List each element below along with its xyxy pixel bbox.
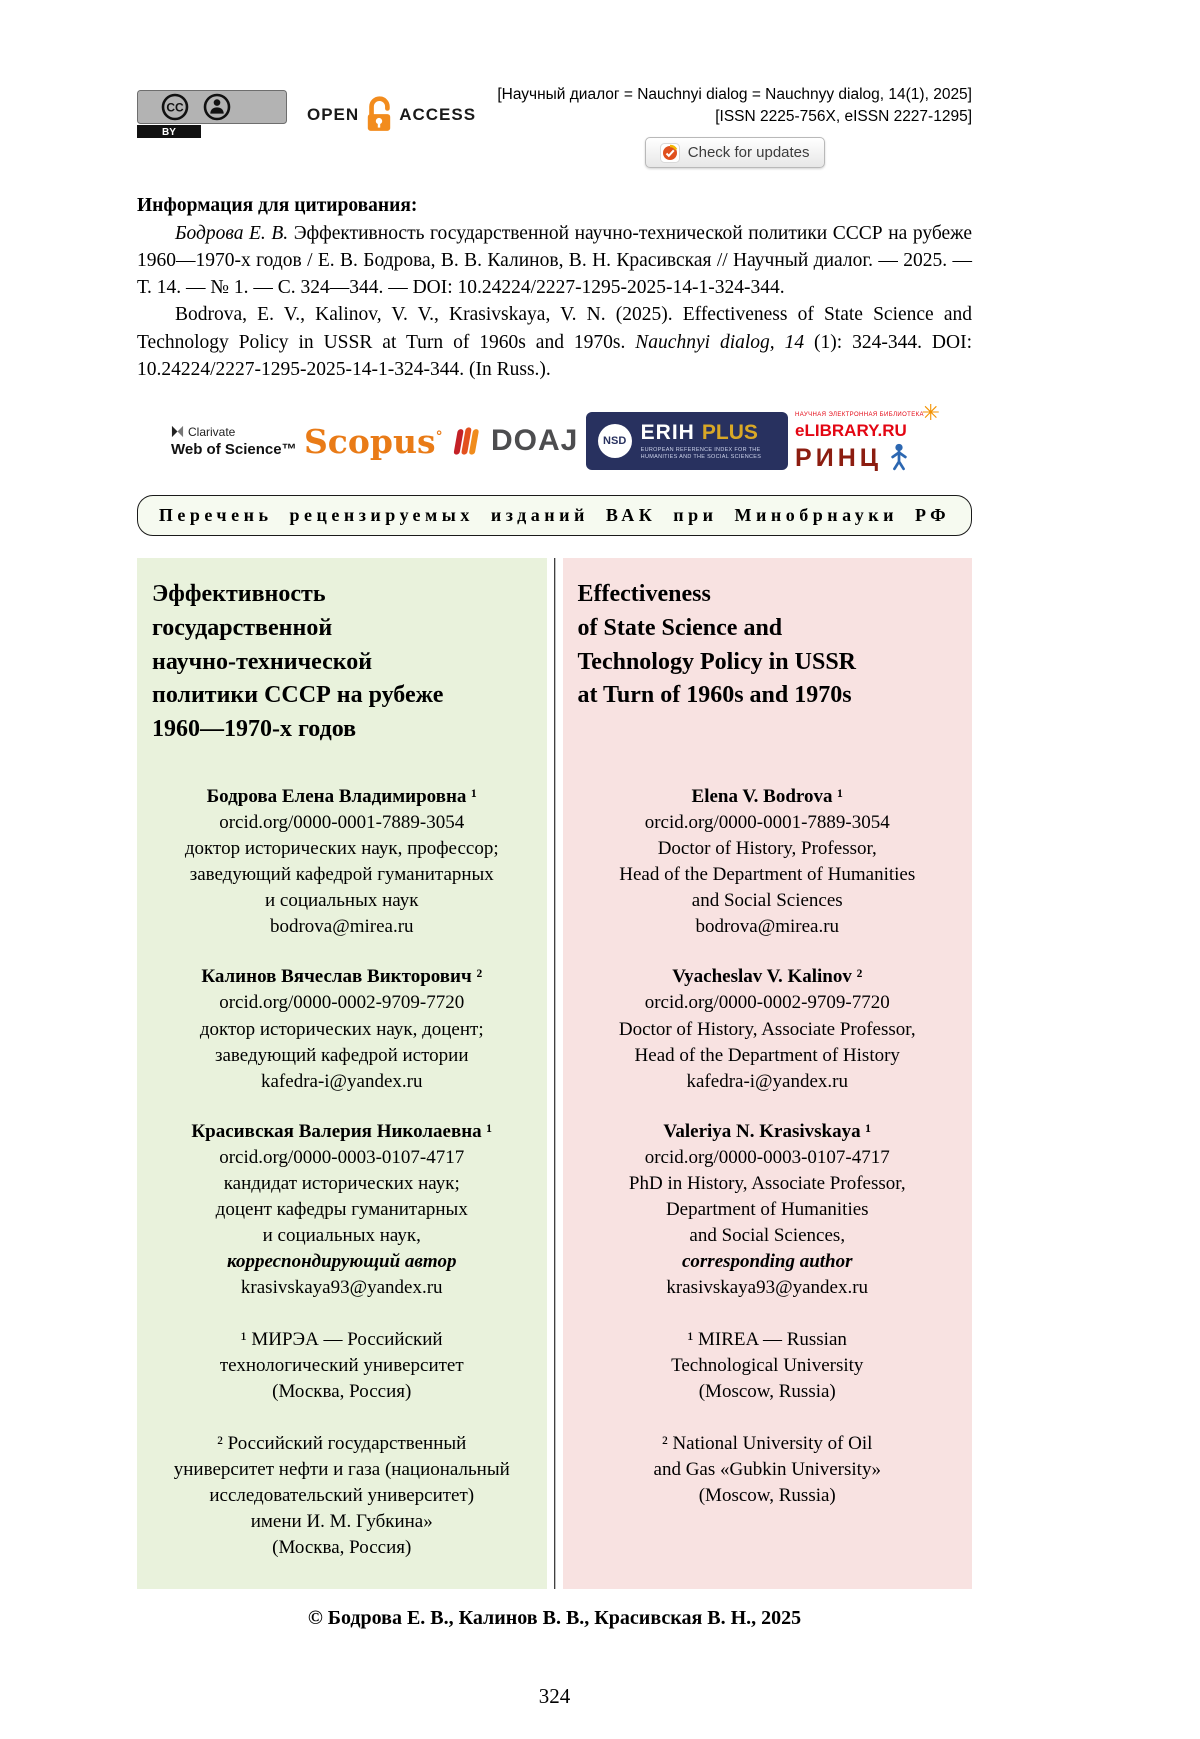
article-title-ru: Эффективность государственной научно-технической политики СССР на рубеже 1960—1970-х годов <box>152 581 444 742</box>
clarivate-icon <box>171 425 184 438</box>
author-name: Valeriya N. Krasivskaya ¹ <box>663 1120 872 1142</box>
web-of-science-label: Web of Science™ <box>171 440 297 458</box>
affiliation-en-2: ² National University of Oil and Gas «Gubkin University» (Moscow, Russia) <box>653 1432 881 1506</box>
author-name: Калинов Вячеслав Викторович ² <box>201 966 483 988</box>
page-number: 324 <box>538 1683 571 1708</box>
license-badges <box>137 84 476 138</box>
author-name: Elena V. Bodrova ¹ <box>691 786 843 808</box>
author-block-ru-3 <box>152 1119 532 1301</box>
author-block-en-2 <box>578 964 958 1094</box>
check-for-updates-button[interactable] <box>645 137 825 168</box>
clarivate-label: Clarivate <box>188 424 236 439</box>
author-block-en-1 <box>578 784 958 940</box>
check-updates-row <box>497 137 972 168</box>
citation-en-text-2: (1): 324-344. DOI: 10.24224/2227-1295-2025-14-1-324-344. (In Russ.). <box>137 331 972 381</box>
author-block-en-3 <box>578 1119 958 1301</box>
copyright-line: © Бодрова Е. В., Калинов В. В., Красивская В. Н., 2025 <box>307 1606 802 1629</box>
corresponding-author-note: корреспондирующий автор <box>227 1250 457 1272</box>
citation-en-text-1: Bodrova, E. V., Kalinov, V. V., Krasivskaya, V. N. (2025). Effectiveness of State Science and Technology Policy in USSR at Turn of 1960s and 1970s. <box>137 304 972 353</box>
open-word: OPEN <box>307 105 360 124</box>
crossmark-icon <box>660 143 680 163</box>
author-degrees: кандидат исторических наук; доцент кафедры гуманитарных и социальных наук, <box>215 1172 468 1246</box>
citation-section <box>137 192 972 383</box>
scopus-mark: ° <box>435 428 443 445</box>
indexing-logos <box>137 399 972 473</box>
author-degrees: PhD in History, Associate Professor, Department of Humanities and Social Sciences, <box>628 1172 906 1246</box>
article-title-en: Effectiveness of State Science and Technology Policy in USSR at Turn of 1960s and 1970s <box>577 581 856 709</box>
page-header <box>137 84 972 168</box>
author-block-ru-2 <box>152 964 532 1094</box>
corresponding-author-note: corresponding author <box>681 1250 853 1272</box>
check-for-updates-label: Check for updates <box>687 144 810 161</box>
author-name: Красивская Валерия Николаевна ¹ <box>191 1120 493 1142</box>
author-degrees: Doctor of History, Professor, Head of the Department of Humanities and Social Sciences <box>619 838 916 912</box>
author-name: Бодрова Елена Владимировна ¹ <box>206 786 477 808</box>
author-orcid[interactable]: orcid.org/0000-0001-7889-3054 <box>644 812 890 834</box>
nsd-label: NSD <box>603 435 627 448</box>
vak-banner: Перечень рецензируемых изданий ВАК при Минобрнауки РФ <box>137 495 972 536</box>
plus-word: PLUS <box>701 421 758 445</box>
citation-ru-text: Эффективность государственной научно-технической политики СССР на рубеже 1960—1970-х годов / Е. В. Бодрова, В. В. Калинов, В. Н. Красивская // Научный диалог. — 2025. — Т. 14. — № 1. — С. 324—344. — DOI: 10.24224/2227-1295-2025-14-1-324-344. <box>137 222 973 299</box>
journal-title-line: [Научный диалог = Nauchnyi dialog = Nauchnyy dialog, 14(1), 2025] <box>497 86 972 103</box>
citation-ru-authors: Бодрова Е. В. <box>175 222 289 244</box>
doaj-icon <box>450 423 484 459</box>
author-orcid[interactable]: orcid.org/0000-0003-0107-4717 <box>219 1146 465 1168</box>
author-name: Vyacheslav V. Kalinov ² <box>672 966 863 988</box>
author-email[interactable]: kafedra-i@yandex.ru <box>261 1070 423 1092</box>
english-column <box>563 558 973 1588</box>
elibrary-rinc-logo[interactable] <box>795 399 940 472</box>
author-email[interactable]: bodrova@mirea.ru <box>695 916 840 938</box>
author-email[interactable]: krasivskaya93@yandex.ru <box>240 1276 443 1298</box>
article-columns <box>137 558 972 1588</box>
citation-russian <box>137 220 972 302</box>
rinc-label: РИНЦ <box>795 443 883 472</box>
issn-line: [ISSN 2225-756X, eISSN 2227-1295] <box>715 108 972 125</box>
erih-plus-logo[interactable] <box>586 412 788 470</box>
author-degrees: доктор исторических наук, профессор; заведующий кафедрой гуманитарных и социальных наук <box>184 838 499 912</box>
scopus-logo[interactable] <box>304 422 443 461</box>
rinc-person-icon <box>889 443 909 471</box>
journal-meta <box>497 84 972 168</box>
author-block-ru-1 <box>152 784 532 940</box>
author-degrees: Doctor of History, Associate Professor, Head of the Department of History <box>618 1018 916 1066</box>
erih-text-block <box>641 421 776 461</box>
access-word: ACCESS <box>399 105 477 124</box>
affiliation-ru-1: ¹ МИРЭА — Российский технологический университет (Москва, Россия) <box>219 1328 464 1402</box>
author-orcid[interactable]: orcid.org/0000-0002-9709-7720 <box>644 992 890 1014</box>
elibrary-star-icon: ✳ <box>921 399 940 425</box>
citation-english <box>137 301 972 383</box>
cc-by-badge[interactable] <box>137 90 287 138</box>
author-orcid[interactable]: orcid.org/0000-0002-9709-7720 <box>219 992 465 1014</box>
svg-text:CC: CC <box>166 100 184 115</box>
clarivate-row <box>171 425 297 439</box>
author-orcid[interactable]: orcid.org/0000-0001-7889-3054 <box>219 812 465 834</box>
affiliation-ru-2: ² Российский государственный университет нефти и газа (национальный исследовательский университет) имени И. М. Губкина» (Москва, Россия) <box>173 1432 510 1558</box>
author-email[interactable]: krasivskaya93@yandex.ru <box>666 1276 869 1298</box>
erih-caption: EUROPEAN REFERENCE INDEX FOR THE HUMANITIES AND THE SOCIAL SCIENCES <box>640 447 762 461</box>
author-email[interactable]: kafedra-i@yandex.ru <box>686 1070 848 1092</box>
author-orcid[interactable]: orcid.org/0000-0003-0107-4717 <box>644 1146 890 1168</box>
citation-en-journal: Nauchnyi dialog, 14 <box>635 331 805 353</box>
doaj-label: DOAJ <box>490 424 579 458</box>
elibrary-top-label: НАУЧНАЯ ЭЛЕКТРОННАЯ БИБЛИОТЕКА <box>795 411 924 418</box>
affiliation-en-1: ¹ MIREA — Russian Technological University (Moscow, Russia) <box>671 1328 864 1402</box>
elibrary-label: eLIBRARY.RU <box>795 420 907 440</box>
rinc-row <box>795 443 924 471</box>
russian-column <box>137 558 547 1588</box>
doaj-logo[interactable] <box>450 423 578 459</box>
erih-word: ERIH <box>640 421 695 445</box>
open-access-logo[interactable] <box>307 90 476 136</box>
author-email[interactable]: bodrova@mirea.ru <box>269 916 414 938</box>
open-lock-icon <box>365 94 393 136</box>
author-degrees: доктор исторических наук, доцент; заведующий кафедрой истории <box>199 1018 484 1066</box>
scopus-label: Scopus <box>303 421 436 461</box>
web-of-science-logo[interactable] <box>171 425 297 458</box>
citation-heading: Информация для цитирования: <box>137 195 418 217</box>
cc-by-label: BY <box>162 127 176 138</box>
nsd-circle-icon <box>598 424 632 458</box>
